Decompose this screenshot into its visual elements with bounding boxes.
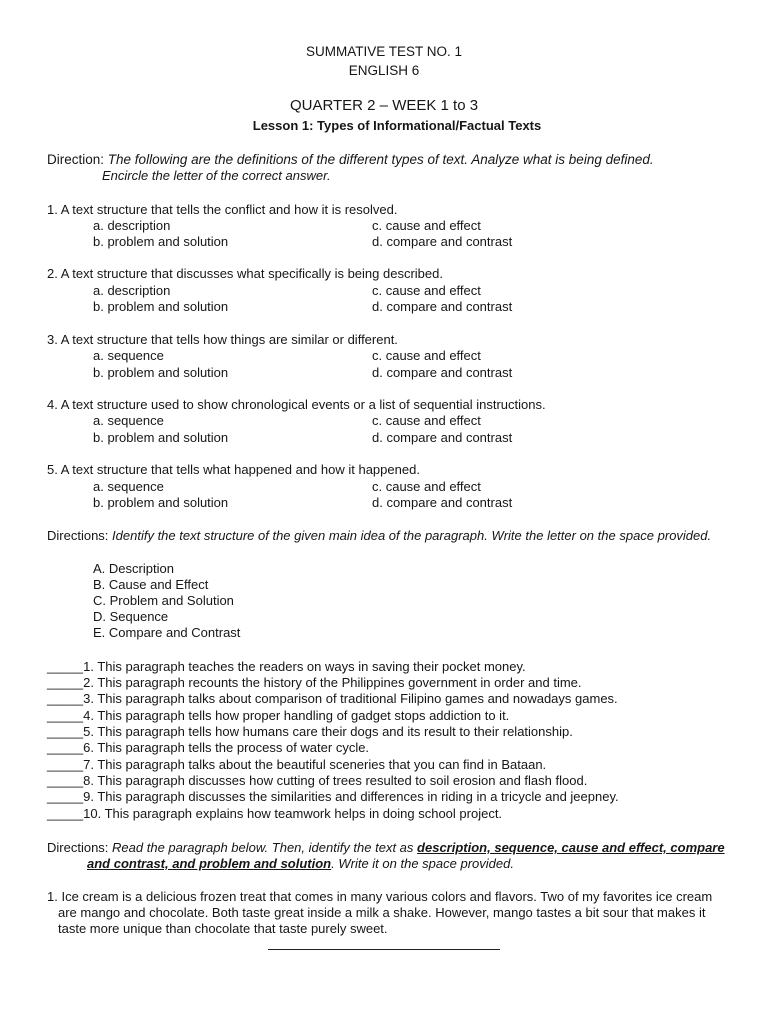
paragraph-line: taste more unique than chocolate that taste purely sweet. bbox=[58, 921, 388, 936]
choice-item: D. Sequence bbox=[93, 609, 169, 624]
option-c: c. cause and effect bbox=[372, 348, 481, 363]
answer-item: _____3. This paragraph talks about comparison of traditional Filipino games and nowadays games. bbox=[47, 691, 618, 706]
answer-item: _____6. This paragraph tells the process of water cycle. bbox=[47, 740, 370, 755]
answer-item: _____5. This paragraph tells how humans care their dogs and its result to their relationship. bbox=[47, 724, 573, 739]
paragraph-line: are mango and chocolate. Both taste great inside a milk a shake. However, mango tastes a bit sour that makes it bbox=[58, 905, 706, 920]
question-stem: 2. A text structure that discusses what specifically is being described. bbox=[47, 266, 443, 281]
option-b: b. problem and solution bbox=[93, 495, 229, 510]
option-c: c. cause and effect bbox=[372, 283, 481, 298]
paragraph-line: 1. Ice cream is a delicious frozen treat that comes in many various colors and flavors. Two of my favorites ice cream bbox=[47, 889, 713, 904]
question-stem: 3. A text structure that tells how things are similar or different. bbox=[47, 332, 398, 347]
option-a: a. sequence bbox=[93, 479, 164, 494]
direction-emphasis: description, sequence, cause and effect, compare bbox=[417, 840, 725, 855]
answer-blank-line bbox=[268, 949, 500, 950]
option-a: a. description bbox=[93, 218, 171, 233]
option-c: c. cause and effect bbox=[372, 218, 481, 233]
answer-item: _____9. This paragraph discusses the similarities and differences in riding in a tricycle and jeepney. bbox=[47, 789, 619, 804]
answer-item: _____7. This paragraph talks about the beautiful sceneries that you can find in Bataan. bbox=[47, 757, 547, 772]
option-d: d. compare and contrast bbox=[372, 365, 513, 380]
option-a: a. sequence bbox=[93, 348, 164, 363]
option-a: a. description bbox=[93, 283, 171, 298]
direction-emphasis: and contrast, and problem and solution bbox=[87, 856, 332, 871]
direction-text: Read the paragraph below. Then, identify the text as bbox=[112, 840, 414, 855]
answer-item: _____10. This paragraph explains how teamwork helps in doing school project. bbox=[47, 806, 503, 821]
lesson-heading: Lesson 1: Types of Informational/Factual Texts bbox=[252, 118, 542, 133]
answer-item: _____8. This paragraph discusses how cutting of trees resulted to soil erosion and flash flood. bbox=[47, 773, 588, 788]
option-b: b. problem and solution bbox=[93, 365, 229, 380]
part3-direction-continued bbox=[87, 855, 514, 873]
direction-text: Identify the text structure of the given main idea of the paragraph. Write the letter on the space provided. bbox=[112, 528, 712, 543]
direction-text-end: . Write it on the space provided. bbox=[331, 856, 514, 871]
option-d: d. compare and contrast bbox=[372, 430, 513, 445]
part2-direction bbox=[47, 527, 711, 545]
answer-item: _____1. This paragraph teaches the readers on ways in saving their pocket money. bbox=[47, 659, 526, 674]
option-d: d. compare and contrast bbox=[372, 234, 513, 249]
direction-text-continued: Encircle the letter of the correct answer. bbox=[102, 168, 331, 183]
option-d: d. compare and contrast bbox=[372, 299, 513, 314]
choice-item: C. Problem and Solution bbox=[93, 593, 234, 608]
direction-text: The following are the definitions of the different types of text. Analyze what is being defined. bbox=[107, 152, 654, 167]
answer-item: _____4. This paragraph tells how proper handling of gadget stops addiction to it. bbox=[47, 708, 510, 723]
direction-label: Directions: bbox=[47, 840, 109, 855]
answer-item: _____2. This paragraph recounts the history of the Philippines government in order and time. bbox=[47, 675, 582, 690]
subject-label: ENGLISH 6 bbox=[348, 63, 420, 78]
option-b: b. problem and solution bbox=[93, 234, 229, 249]
question-stem: 4. A text structure used to show chronological events or a list of sequential instructions. bbox=[47, 397, 546, 412]
option-c: c. cause and effect bbox=[372, 479, 481, 494]
option-c: c. cause and effect bbox=[372, 413, 481, 428]
direction-label: Direction: bbox=[47, 152, 105, 167]
option-b: b. problem and solution bbox=[93, 299, 229, 314]
option-a: a. sequence bbox=[93, 413, 164, 428]
option-d: d. compare and contrast bbox=[372, 495, 513, 510]
choice-item: A. Description bbox=[93, 561, 174, 576]
quarter-heading: QUARTER 2 – WEEK 1 to 3 bbox=[289, 97, 479, 114]
test-title: SUMMATIVE TEST NO. 1 bbox=[305, 44, 463, 59]
direction-label: Directions: bbox=[47, 528, 109, 543]
question-stem: 5. A text structure that tells what happened and how it happened. bbox=[47, 462, 420, 477]
choice-item: B. Cause and Effect bbox=[93, 577, 209, 592]
question-stem: 1. A text structure that tells the conflict and how it is resolved. bbox=[47, 202, 398, 217]
option-b: b. problem and solution bbox=[93, 430, 229, 445]
choice-item: E. Compare and Contrast bbox=[93, 625, 241, 640]
